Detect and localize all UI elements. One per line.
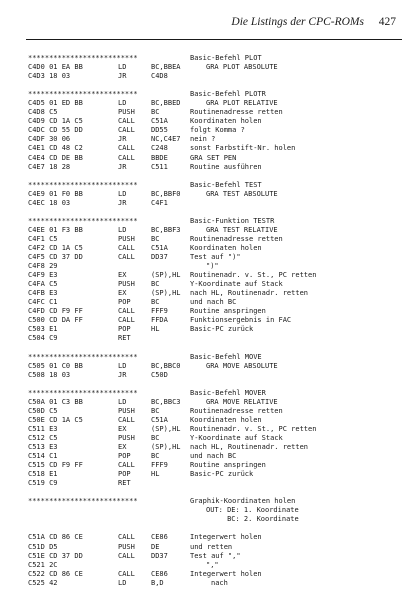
mnemonic: PUSH — [118, 108, 135, 117]
mnemonic: POP — [118, 452, 131, 461]
address-bytes: C518 E1 — [28, 470, 58, 479]
comment: Test auf ")" — [190, 253, 241, 262]
comment: nein ? — [190, 135, 216, 144]
mnemonic: CALL — [118, 316, 135, 325]
comment: Graphik-Koordinaten holen — [190, 497, 296, 506]
operand: BC,BBF0 — [151, 189, 181, 198]
operand: C51A — [151, 117, 168, 126]
operand: FFF9 — [151, 461, 168, 470]
comment: Basic-PC zurück — [190, 470, 254, 479]
address-bytes: ************************** — [28, 90, 138, 99]
mnemonic: JR — [118, 135, 127, 144]
address-bytes: C4D0 01 EA BB — [28, 63, 83, 72]
listing-line — [28, 72, 400, 81]
listing-line — [28, 353, 400, 362]
comment: nach HL, Routinenadr. retten — [190, 289, 309, 298]
operand: BC — [151, 298, 160, 307]
listing-line — [28, 434, 400, 443]
operand: (SP),HL — [151, 289, 181, 298]
comment: Basic-Befehl PLOT — [190, 54, 262, 62]
listing-line — [28, 99, 400, 108]
mnemonic: RET — [118, 479, 131, 488]
address-bytes: C4E7 18 28 — [28, 162, 71, 171]
mnemonic: CALL — [118, 551, 135, 560]
mnemonic: PUSH — [118, 542, 135, 551]
header-rule — [26, 39, 402, 40]
mnemonic: PUSH — [118, 234, 135, 243]
listing-line — [28, 362, 400, 371]
comment: Routinenadresse retten — [190, 234, 283, 243]
listing-line — [28, 506, 400, 515]
address-bytes: ************************** — [28, 180, 138, 189]
listing-line — [28, 126, 400, 135]
comment: Basic-Befehl MOVER — [190, 388, 266, 397]
operand: BC — [151, 234, 160, 243]
mnemonic: POP — [118, 298, 131, 307]
comment: ")" — [206, 262, 219, 271]
address-bytes: C4F9 E3 — [28, 271, 58, 280]
mnemonic: CALL — [118, 126, 135, 135]
listing-line — [28, 154, 400, 163]
comment: Basic-Funktion TESTR — [190, 216, 275, 225]
operand: DD37 — [151, 551, 168, 560]
operand: CE86 — [151, 569, 168, 578]
mnemonic: POP — [118, 470, 131, 479]
listing-line — [28, 289, 400, 298]
comment: nach HL, Routinenadr. retten — [190, 443, 309, 452]
operand: HL — [151, 470, 160, 479]
listing-line — [28, 63, 400, 72]
listing-line — [28, 425, 400, 434]
comment: Test auf "," — [190, 551, 241, 560]
listing-line — [28, 163, 400, 172]
mnemonic: POP — [118, 325, 131, 334]
listing-line — [28, 407, 400, 416]
address-bytes: C504 C9 — [28, 334, 58, 343]
operand: BC — [151, 406, 160, 415]
mnemonic: LD — [118, 361, 127, 370]
operand: BBDE — [151, 153, 168, 162]
listing-line — [28, 108, 400, 117]
listing-line — [28, 199, 400, 208]
listing-line — [28, 416, 400, 425]
listing-line — [28, 443, 400, 452]
mnemonic: CALL — [118, 415, 135, 424]
listing-line — [28, 271, 400, 280]
listing-line — [28, 135, 400, 144]
address-bytes: C50D C5 — [28, 406, 58, 415]
comment: "," — [206, 560, 219, 569]
address-bytes: C522 CD 86 CE — [28, 569, 83, 578]
mnemonic: EX — [118, 443, 127, 452]
address-bytes: C511 E3 — [28, 424, 58, 433]
address-bytes: C4EC 18 03 — [28, 198, 71, 207]
comment: Integerwert holen — [190, 533, 262, 542]
comment: Routinenadr. v. St., PC retten — [190, 271, 317, 280]
mnemonic: JR — [118, 72, 127, 81]
address-bytes: C519 C9 — [28, 479, 58, 488]
comment: GRA SET PEN — [190, 153, 237, 162]
listing-line — [28, 262, 400, 271]
listing-line — [28, 316, 400, 325]
address-bytes: ************************** — [28, 352, 138, 361]
address-bytes: C51E CD 37 DD — [28, 551, 83, 560]
mnemonic: CALL — [118, 253, 135, 262]
operand: C248 — [151, 144, 168, 153]
comment: Basic-Befehl TEST — [190, 180, 262, 189]
comment: GRA PLOT RELATIVE — [206, 99, 278, 108]
listing-line — [28, 552, 400, 561]
mnemonic: CALL — [118, 117, 135, 126]
mnemonic: CALL — [118, 569, 135, 578]
address-bytes: C4D5 01 ED BB — [28, 99, 83, 108]
mnemonic: CALL — [118, 307, 135, 316]
mnemonic: LD — [118, 189, 127, 198]
comment: OUT: DE: 1. Koordinate — [206, 506, 299, 515]
mnemonic: LD — [118, 99, 127, 108]
operand: C50D — [151, 370, 168, 379]
address-bytes: C513 E3 — [28, 443, 58, 452]
mnemonic: EX — [118, 424, 127, 433]
listing-line — [28, 524, 400, 533]
address-bytes: ************************** — [28, 216, 138, 225]
listing-line — [28, 533, 400, 542]
mnemonic: EX — [118, 289, 127, 298]
page-number: 427 — [378, 16, 396, 28]
running-title: Die Listings der CPC-ROMs — [231, 16, 364, 28]
address-bytes: C4FD CD F9 FF — [28, 307, 83, 316]
comment: GRA TEST RELATIVE — [206, 225, 278, 234]
address-bytes: C505 01 C0 BB — [28, 361, 83, 370]
mnemonic: LD — [118, 225, 127, 234]
mnemonic: PUSH — [118, 280, 135, 289]
address-bytes: C4E1 CD 48 C2 — [28, 144, 83, 153]
mnemonic: JR — [118, 370, 127, 379]
listing-line — [28, 488, 400, 497]
operand: DE — [151, 542, 160, 551]
operand: DD55 — [151, 126, 168, 135]
address-bytes: C4F1 C5 — [28, 234, 58, 243]
comment: Integerwert holen — [190, 569, 262, 578]
operand: BC — [151, 452, 160, 461]
comment: folgt Komma ? — [190, 126, 245, 135]
address-bytes: ************************** — [28, 497, 138, 506]
operand: C4D8 — [151, 72, 168, 81]
listing-line — [28, 54, 400, 63]
address-bytes: C525 42 — [28, 578, 58, 587]
listing-line — [28, 470, 400, 479]
listing-line — [28, 144, 400, 153]
comment: nach — [211, 578, 228, 587]
comment: Basic-PC zurück — [190, 325, 254, 334]
operand: (SP),HL — [151, 424, 181, 433]
listing-line — [28, 579, 400, 588]
operand: FFDA — [151, 316, 168, 325]
mnemonic: PUSH — [118, 433, 135, 442]
mnemonic: CALL — [118, 461, 135, 470]
operand: NC,C4E7 — [151, 135, 181, 144]
comment: GRA PLOT ABSOLUTE — [206, 63, 278, 72]
mnemonic: LD — [118, 397, 127, 406]
operand: BC,BBEA — [151, 63, 181, 72]
operand: BC — [151, 280, 160, 289]
listing-line — [28, 235, 400, 244]
address-bytes: C4F2 CD 1A C5 — [28, 243, 83, 252]
address-bytes: C4E4 CD DE BB — [28, 153, 83, 162]
listing-line — [28, 543, 400, 552]
address-bytes: C515 CD F9 FF — [28, 461, 83, 470]
address-bytes: C4DF 30 06 — [28, 135, 71, 144]
operand: HL — [151, 325, 160, 334]
address-bytes: C4D9 CD 1A C5 — [28, 117, 83, 126]
operand: C4F1 — [151, 198, 168, 207]
running-header — [20, 16, 398, 32]
comment: und retten — [190, 542, 233, 551]
comment: Routinenadresse retten — [190, 406, 283, 415]
operand: B,D — [151, 578, 164, 587]
listing-line — [28, 307, 400, 316]
address-bytes: C4E9 01 F0 BB — [28, 189, 83, 198]
address-bytes: C4F5 CD 37 DD — [28, 253, 83, 262]
listing-line — [28, 452, 400, 461]
listing-line — [28, 244, 400, 253]
listing-line — [28, 497, 400, 506]
listing-line — [28, 334, 400, 343]
operand: DD37 — [151, 253, 168, 262]
mnemonic: LD — [118, 63, 127, 72]
address-bytes: C4DC CD 55 DD — [28, 126, 83, 135]
listing-line — [28, 90, 400, 99]
mnemonic: JR — [118, 162, 127, 171]
address-bytes: C4F8 29 — [28, 262, 58, 271]
listing-line — [28, 181, 400, 190]
mnemonic: PUSH — [118, 406, 135, 415]
comment: Koordinaten holen — [190, 415, 262, 424]
mnemonic: JR — [118, 198, 127, 207]
listing-line — [28, 380, 400, 389]
operand: BC,BBED — [151, 99, 181, 108]
listing-line — [28, 208, 400, 217]
operand: BC — [151, 108, 160, 117]
comment: BC: 2. Koordinate — [206, 515, 299, 524]
comment: GRA MOVE ABSOLUTE — [206, 361, 278, 370]
operand: BC — [151, 433, 160, 442]
listing-line — [28, 398, 400, 407]
operand: FFF9 — [151, 307, 168, 316]
listing-line — [28, 561, 400, 570]
mnemonic: CALL — [118, 243, 135, 252]
address-bytes: C4FB E3 — [28, 289, 58, 298]
comment: Routine anspringen — [190, 307, 266, 316]
operand: CE86 — [151, 533, 168, 542]
mnemonic: CALL — [118, 144, 135, 153]
comment: Koordinaten holen — [190, 243, 262, 252]
operand: BC,BBF3 — [151, 225, 181, 234]
listing-line — [28, 190, 400, 199]
listing-line — [28, 371, 400, 380]
mnemonic: EX — [118, 271, 127, 280]
address-bytes: C4FA C5 — [28, 280, 58, 289]
comment: Routine anspringen — [190, 461, 266, 470]
address-bytes: C4D3 18 03 — [28, 72, 71, 81]
comment: Y-Koordinate auf Stack — [190, 433, 283, 442]
listing-line — [28, 280, 400, 289]
listing-line — [28, 515, 400, 524]
address-bytes: ************************** — [28, 54, 138, 62]
listing-line — [28, 461, 400, 470]
address-bytes: C4EE 01 F3 BB — [28, 225, 83, 234]
comment: Koordinaten holen — [190, 117, 262, 126]
address-bytes: C514 C1 — [28, 452, 58, 461]
listing-line — [28, 172, 400, 181]
mnemonic: RET — [118, 334, 131, 343]
listing-line — [28, 298, 400, 307]
comment: GRA TEST ABSOLUTE — [206, 189, 278, 198]
mnemonic: LD — [118, 578, 127, 587]
comment: Routinenadr. v. St., PC retten — [190, 424, 317, 433]
comment: GRA MOVE RELATIVE — [206, 397, 278, 406]
comment: Basic-Befehl PLOTR — [190, 90, 266, 99]
listing-line — [28, 217, 400, 226]
address-bytes: C512 C5 — [28, 433, 58, 442]
address-bytes: C50E CD 1A C5 — [28, 415, 83, 424]
operand: BC,BBC0 — [151, 361, 181, 370]
address-bytes: C500 CD DA FF — [28, 316, 83, 325]
comment: und nach BC — [190, 452, 237, 461]
listing-line — [28, 81, 400, 90]
mnemonic: CALL — [118, 533, 135, 542]
listing-line — [28, 479, 400, 488]
listing-line — [28, 325, 400, 334]
address-bytes: C50A 01 C3 BB — [28, 397, 83, 406]
listing-line — [28, 570, 400, 579]
comment: Routine ausführen — [190, 162, 262, 171]
address-bytes: C4FC C1 — [28, 298, 58, 307]
operand: BC,BBC3 — [151, 397, 181, 406]
address-bytes: ************************** — [28, 388, 138, 397]
comment: Routinenadresse retten — [190, 108, 283, 117]
comment: Y-Koordinate auf Stack — [190, 280, 283, 289]
address-bytes: C521 2C — [28, 560, 58, 569]
listing-line — [28, 226, 400, 235]
operand: (SP),HL — [151, 271, 181, 280]
address-bytes: C503 E1 — [28, 325, 58, 334]
listing-line — [28, 389, 400, 398]
operand: C51A — [151, 243, 168, 252]
address-bytes: C51A CD 86 CE — [28, 533, 83, 542]
address-bytes: C4D8 C5 — [28, 108, 58, 117]
assembly-listing — [28, 54, 400, 588]
operand: C511 — [151, 162, 168, 171]
comment: und nach BC — [190, 298, 237, 307]
operand: (SP),HL — [151, 443, 181, 452]
address-bytes: C508 18 03 — [28, 370, 71, 379]
comment: Basic-Befehl MOVE — [190, 352, 262, 361]
comment: sonst Farbstift-Nr. holen — [190, 144, 296, 153]
operand: C51A — [151, 415, 168, 424]
listing-line — [28, 117, 400, 126]
comment: Funktionsergebnis in FAC — [190, 316, 292, 325]
listing-line — [28, 253, 400, 262]
listing-line — [28, 344, 400, 353]
address-bytes: C51D D5 — [28, 542, 58, 551]
mnemonic: CALL — [118, 153, 135, 162]
